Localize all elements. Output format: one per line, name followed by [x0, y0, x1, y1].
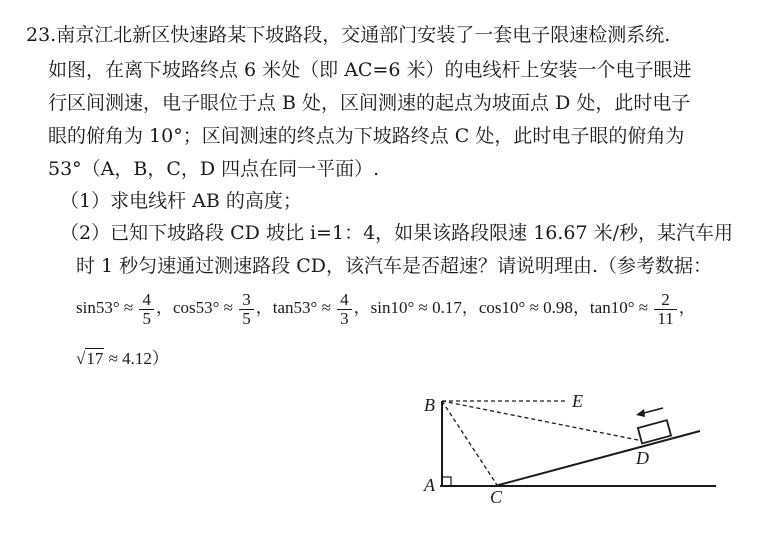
reference-sqrt17: √17 ≈ 4.12）: [76, 349, 169, 368]
question-2-line-2: 时 1 秒匀速通过测速路段 CD，该汽车是否超速？请说明理由.（参考数据：: [76, 255, 713, 277]
slope-cd: [495, 431, 700, 486]
problem-line-5: 53°（A，B，C，D 四点在同一平面）.: [48, 158, 380, 180]
fraction-sin53: $\frac{4}{5}$: [139, 291, 154, 328]
dashed-bd: [442, 401, 643, 441]
sqrt-sign: √: [76, 349, 86, 368]
label-d: D: [636, 448, 649, 468]
problem-line-4: 眼的俯角为 10°；区间测速的终点为下坡路终点 C 处，此时电子眼的俯角为: [48, 125, 685, 147]
arrow-left-icon: [636, 408, 663, 417]
question-1: （1）求电线杆 AB 的高度；: [60, 190, 302, 212]
label-b: B: [424, 395, 435, 415]
label-e: E: [572, 391, 583, 411]
question-2-line-1: （2）已知下坡路段 CD 坡比 i=1：4，如果该路段限速 16.67 米/秒，某汽车用: [60, 222, 734, 244]
right-angle-mark: [442, 477, 451, 486]
problem-line-1: 23.南京江北新区快速路某下坡路段，交通部门安装了一套电子限速检测系统.: [26, 24, 671, 46]
fraction-tan10: $\frac{2}{11}$: [654, 291, 676, 328]
problem-line-3: 行区间测速，电子眼位于点 B 处，区间测速的起点为坡面点 D 处，此时电子: [48, 92, 691, 114]
fraction-cos53: $\frac{3}{5}$: [239, 291, 254, 328]
label-c: C: [490, 487, 503, 507]
problem-line-2: 如图，在离下坡路终点 6 米处（即 AC=6 米）的电线杆上安装一个电子眼进: [48, 59, 692, 81]
label-a: A: [424, 475, 435, 495]
dashed-bc: [442, 401, 497, 485]
problem-number: 23.: [26, 24, 57, 46]
reference-data: sin53° ≈ $\frac{4}{5}$ ，cos53° ≈ $\frac{3}{5}$ ，tan53° ≈ $\frac{4}{3}$ ，sin10° ≈ 0.17，cos10° ≈ 0.98，tan10° ≈ $\frac{2}{11}$ ，: [76, 289, 696, 328]
fraction-tan53: $\frac{4}{3}$: [337, 291, 352, 328]
